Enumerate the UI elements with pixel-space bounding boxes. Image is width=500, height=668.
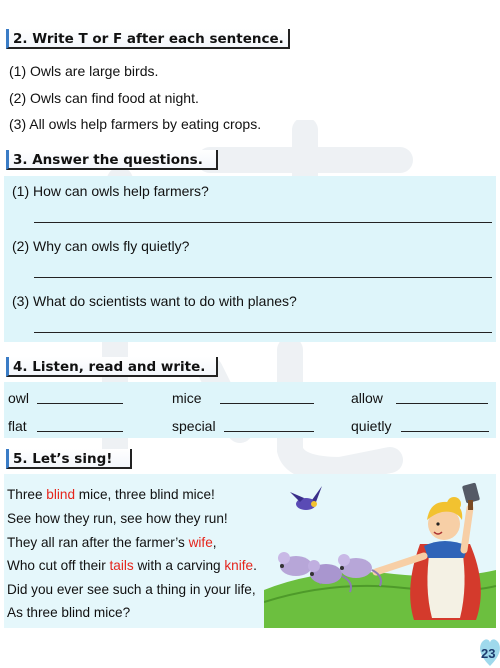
highlight-word: tails (109, 558, 134, 573)
word-flat: flat (8, 418, 27, 434)
question-2: (2) Why can owls fly quietly? (12, 238, 190, 254)
song-line-3: They all ran after the farmer’s wife, (7, 535, 217, 550)
blank-mice[interactable] (220, 403, 314, 404)
tf-sentence-2: (2) Owls can find food at night. (9, 90, 199, 106)
page-number: 23 (481, 646, 496, 661)
blank-allow[interactable] (396, 403, 488, 404)
section-3-heading: 3. Answer the questions. (6, 150, 218, 170)
blank-quietly[interactable] (401, 431, 489, 432)
answer-line-2[interactable] (34, 277, 492, 278)
section-2-heading: 2. Write T or F after each sentence. (6, 29, 290, 49)
song-line-1: Three blind mice, three blind mice! (7, 487, 215, 502)
highlight-word: wife (188, 535, 213, 550)
word-allow: allow (351, 390, 383, 406)
bird-icon (290, 486, 322, 510)
blank-flat[interactable] (37, 431, 123, 432)
song-line-6: As three blind mice? (7, 605, 131, 620)
word-mice: mice (172, 390, 202, 406)
question-3: (3) What do scientists want to do with planes? (12, 293, 297, 309)
word-box (4, 382, 496, 438)
answer-line-1[interactable] (34, 222, 492, 223)
song-line-2: See how they run, see how they run! (7, 511, 228, 526)
song-line-4: Who cut off their tails with a carving knife. (7, 558, 257, 573)
tf-sentence-1: (1) Owls are large birds. (9, 63, 159, 79)
question-1: (1) How can owls help farmers? (12, 183, 209, 199)
word-owl: owl (8, 390, 30, 406)
blank-owl[interactable] (37, 403, 123, 404)
highlight-word: blind (46, 487, 76, 502)
word-quietly: quietly (351, 418, 392, 434)
highlight-word: knife (224, 558, 254, 573)
tf-sentence-3: (3) All owls help farmers by eating crops. (9, 116, 262, 132)
section-4-heading: 4. Listen, read and write. (6, 357, 218, 377)
word-special: special (172, 418, 216, 434)
farmer-wife-mice-illustration (264, 478, 496, 628)
questions-box (4, 176, 496, 342)
section-5-heading: 5. Let’s sing! (6, 449, 132, 469)
blank-special[interactable] (224, 431, 314, 432)
answer-line-3[interactable] (34, 332, 492, 333)
song-line-5: Did you ever see such a thing in your life, (7, 582, 256, 597)
